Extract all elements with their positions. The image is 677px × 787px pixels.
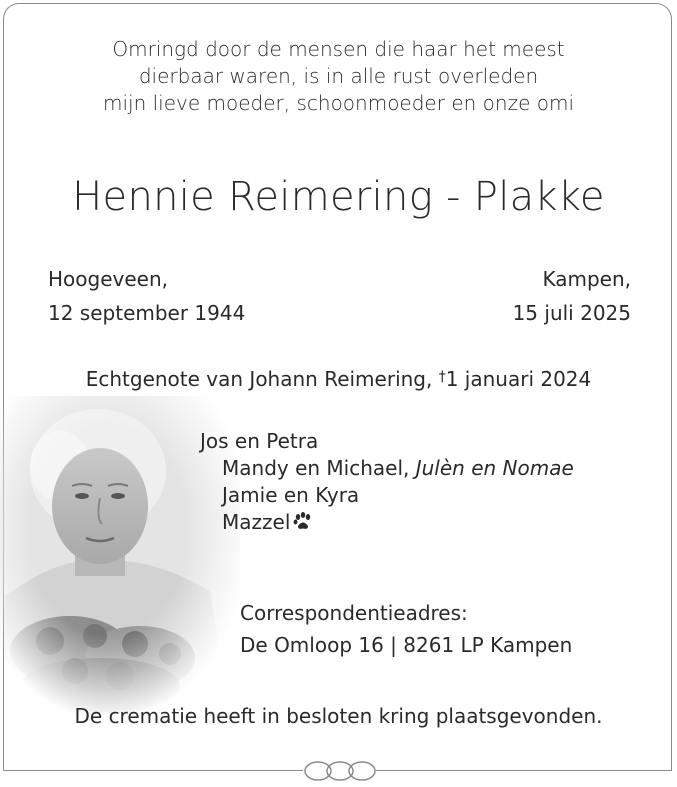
closing-text: De crematie heeft in besloten kring plaatsgevonden. [74,704,603,728]
great-grandchildren-names: Julèn en Nomae [415,456,574,480]
pet-name: Mazzel [222,510,291,534]
family-grandchild-1 [200,455,574,482]
death-place: Kampen, [542,267,631,291]
paw-icon [293,511,313,531]
spouse-line [0,367,677,391]
family-grandchild-2: Jamie en Kyra [222,483,360,507]
frame-bottom-right [376,770,672,771]
family-list [200,428,574,536]
grandchild-1-names: Mandy en Michael, [222,456,410,480]
deceased-name: Hennie Reimering - Plakke [72,174,605,220]
intro-text [0,36,677,117]
death-info [513,262,631,330]
spouse-death-date: 1 januari 2024 [445,367,592,391]
birth-info [48,262,245,330]
family-pet [200,509,574,536]
frame-bottom-left [3,770,303,771]
family-child: Jos en Petra [200,429,319,453]
correspondence-block [240,597,572,661]
cross-icon: † [438,369,446,385]
spouse-text: Echtgenote van Johann Reimering, [85,367,433,391]
correspondence-address: De Omloop 16 | 8261 LP Kampen [240,633,573,657]
intro-line-2: dierbaar waren, is in alle rust overleden [138,64,539,88]
intro-line-3: mijn lieve moeder, schoonmoeder en onze omi [102,91,575,115]
birth-date: 12 september 1944 [48,301,246,325]
death-date: 15 juli 2025 [512,301,631,325]
rings-ornament-icon [302,760,378,782]
intro-line-1: Omringd door de mensen die haar het meest [112,37,565,61]
birth-place: Hoogeveen, [48,267,168,291]
correspondence-label: Correspondentieadres: [240,601,468,625]
